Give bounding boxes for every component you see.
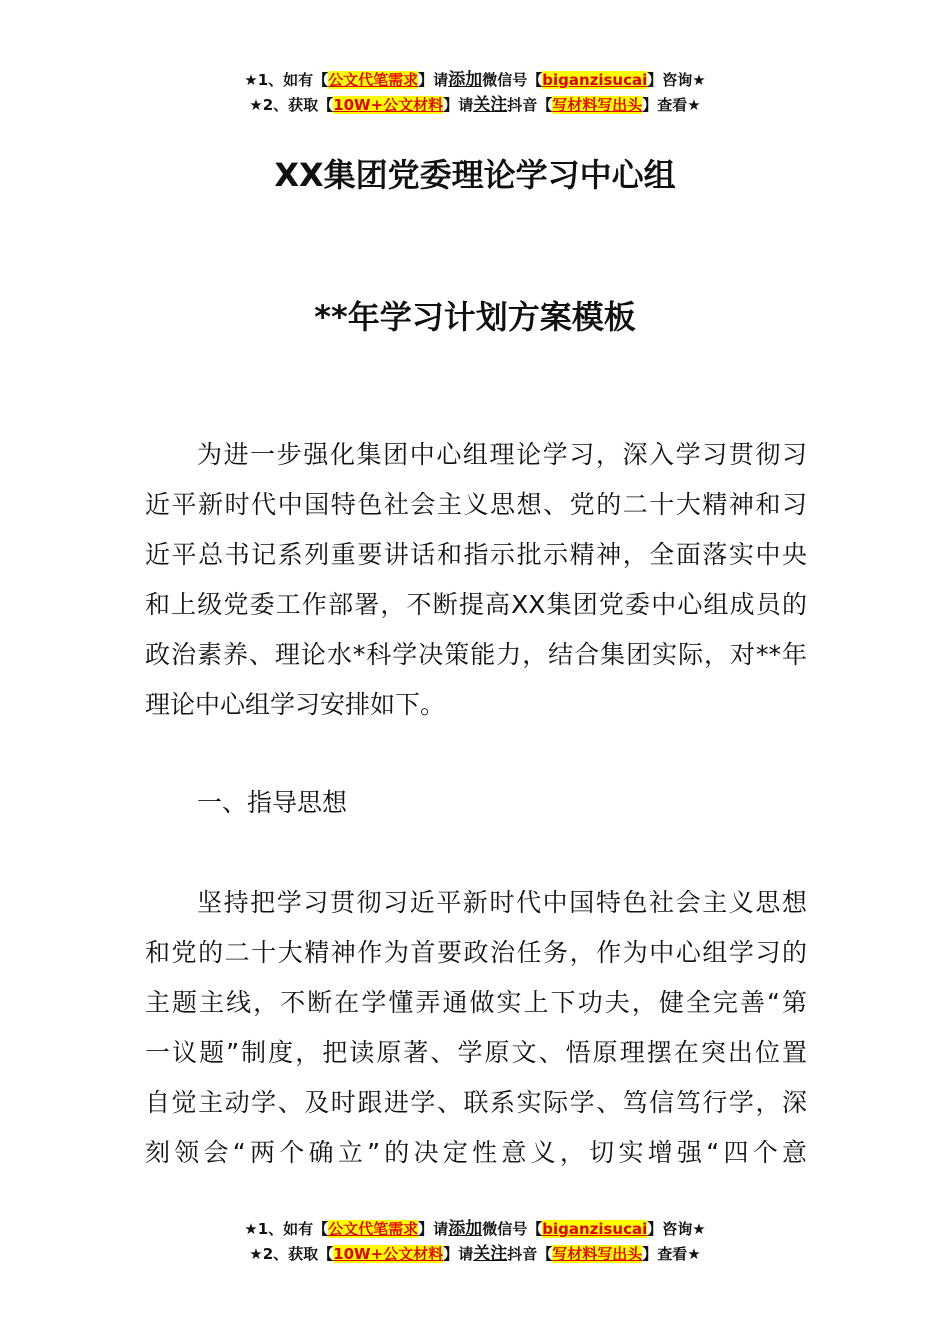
douyin-account: 写材料写出头 bbox=[552, 96, 643, 114]
top-banner bbox=[0, 68, 950, 118]
section-heading: 一、指导思想 bbox=[197, 788, 348, 817]
paragraph-guiding-thought: 坚持把学习贯彻习近平新时代中国特色社会主义思想 和党的二十大精神作为首要政治任务，作为中心组学习的 主题主线，不断在学懂弄通做实上下功夫，健全完善“第 一议题”制度，把读原著、学原文、悟原理摆在突出位置 自觉主动学、及时跟进学、联系实际学、笃信笃行学，深 刻领会“两个确立”的决定性意义，切实增强“四个意 bbox=[145, 888, 807, 1167]
banner-line-1: ★1、如有【公文代笔需求】请添加微信号【biganzisucai】咨询★ bbox=[244, 70, 706, 90]
highlight-service: 公文代笔需求 bbox=[328, 71, 419, 89]
banner-line-2: ★2、获取【10W+公文材料】请关注抖音【写材料写出头】查看★ bbox=[249, 1244, 701, 1264]
document-title: XX集团党委理论学习中心组 bbox=[274, 156, 676, 194]
bottom-banner bbox=[0, 1217, 950, 1267]
document-subtitle: **年学习计划方案模板 bbox=[314, 298, 636, 336]
banner-line-2: ★2、获取【10W+公文材料】请关注抖音【写材料写出头】查看★ bbox=[249, 95, 701, 115]
wechat-id: biganzisucai bbox=[542, 71, 648, 89]
paragraph-intro: 为进一步强化集团中心组理论学习，深入学习贯彻习 近平新时代中国特色社会主义思想、党的二十大精神和习 近平总书记系列重要讲话和指示批示精神，全面落实中央 和上级党委工作部署，不断提高XX集团党委中心组成员的 政治素养、理论水*科学决策能力，结合集团实际，对**年 理论中心组学习安排如下。 bbox=[145, 440, 807, 719]
banner-line-1: ★1、如有【公文代笔需求】请添加微信号【biganzisucai】咨询★ bbox=[244, 1219, 706, 1239]
